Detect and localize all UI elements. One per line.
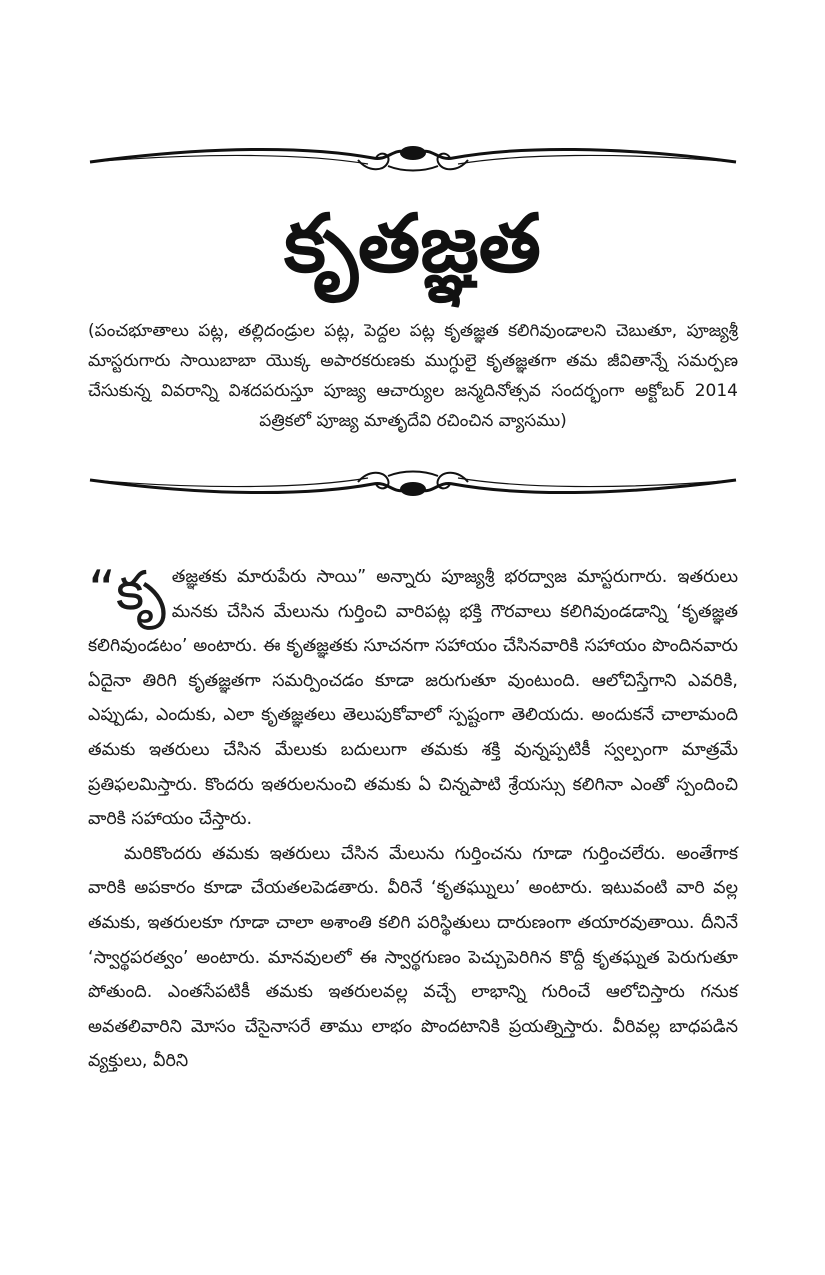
decorative-divider-bottom (88, 464, 738, 504)
body-paragraph (88, 560, 738, 837)
article-body (88, 560, 738, 1079)
drop-cap: “కృ (88, 559, 166, 622)
decorative-divider-top (88, 138, 738, 178)
body-paragraph: మరికొందరు తమకు ఇతరులు చేసిన మేలును గుర్తించను గూడా గుర్తించలేరు. అంతేగాక వారికి అపకారం కూడా చేయతలపెడతారు. వీరినే ‘కృతఘ్నులు’ అంటారు. ఇటువంటి వారి వల్ల తమకు, ఇతరులకూ గూడా చాలా అశాంతి కలిగి పరిస్థితులు దారుణంగా తయారవుతాయి. దీనినే ‘స్వార్థపరత్వం’ అంటారు. మానవులలో ఈ స్వార్థగుణం పెచ్చుపెరిగిన కొద్దీ కృతఘ్నత పెరుగుతూ పోతుంది. ఎంతసేపటికీ తమకు ఇతరులవల్ల వచ్చే లాభాన్ని గురించే ఆలోచిస్తారు గనుక అవతలివారిని మోసం చేసైనాసరే తాము లాభం పొందటానికి ప్రయత్నిస్తారు. వీరివల్ల బాధపడిన వ్యక్తులు, వీరిని (88, 843, 738, 1072)
paragraph-text: తజ్ఞతకు మారుపేరు సాయి” అన్నారు పూజ్యశ్రీ భరద్వాజ మాస్టరుగారు. ఇతరులు మనకు చేసిన మేలును గుర్తించి వారిపట్ల భక్తి గౌరవాలు కలిగివుండడాన్ని ‘కృతజ్ఞత కలిగివుండటం’ అంటారు. ఈ కృతజ్ఞతకు సూచనగా సహాయం చేసినవారికి సహాయం పొందినవారు ఏదైనా తిరిగి కృతజ్ఞతగా సమర్పించడం కూడా జరుగుతూ వుంటుంది. ఆలోచిస్తేగాని ఎవరికి, ఎప్పుడు, ఎందుకు, ఎలా కృతజ్ఞతలు తెలుపుకోవాలో స్పష్టంగా తెలియదు. అందుకనే చాలామంది తమకు ఇతరులు చేసిన మేలుకు బదులుగా తమకు శక్తి వున్నప్పటికీ స్వల్పంగా మాత్రమే ప్రతిఫలమిస్తారు. కొందరు ఇతరులనుంచి తమకు ఏ చిన్నపాటి శ్రేయస్సు కలిగినా ఎంతో స్పందించి వారికి సహాయం చేస్తారు. (88, 567, 738, 830)
page-title: కృతజ్ఞత (284, 197, 541, 290)
article-subtitle: (పంచభూతాలు పట్ల, తల్లిదండ్రుల పట్ల, పెద్దల పట్ల కృతజ్ఞత కలిగివుండాలని చెబుతూ, పూజ్యశ్రీ మాస్టరుగారు సాయిబాబా యొక్క అపారకరుణకు ముగ్ధులై కృతజ్ఞతగా తమ జీవితాన్నే సమర్పణ చేసుకున్న వివరాన్ని విశదపరుస్తూ పూజ్య ఆచార్యుల జన్మదినోత్సవ సందర్భంగా అక్టోబర్ 2014 పత్రికలో పూజ్య మాతృదేవి రచించిన వ్యాసము) (88, 321, 738, 431)
